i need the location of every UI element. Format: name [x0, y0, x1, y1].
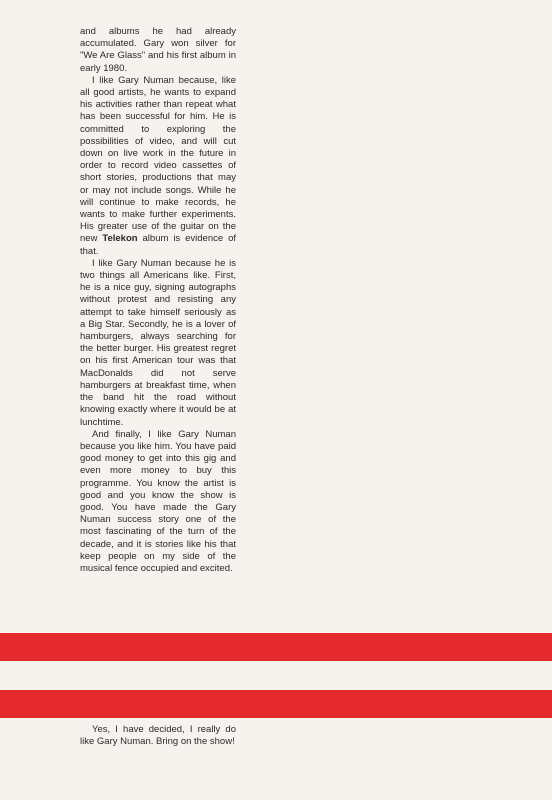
paragraph-2	[80, 75, 236, 258]
closing-paragraph: Yes, I have decided, I really do like Gary Numan. Bring on the show!	[80, 724, 236, 748]
red-stripe-bottom	[0, 690, 552, 718]
closing-section	[80, 724, 236, 748]
album-title-telekon: Telekon	[102, 233, 138, 245]
paragraph-1: and albums he had already accumulated. Gary won silver for "We Are Glass" and his first album in early 1980.	[80, 26, 236, 74]
paragraph-4: And finally, I like Gary Numan because you like him. You have paid good money to get into this gig and even more money to buy this programme. You know the artist is good and you know the show is good. You have made the Gary Numan success story one of the most fascinating of the turn of the decade, and it is stories like his that keep people on my side of the musical fence occupied and excited.	[80, 428, 236, 574]
paragraph-3: I like Gary Numan because he is two things all Americans like. First, he is a nice guy, signing autographs without protest and resisting any attempt to take himself seriously as a Big Star. Secondly, he is a lover of hamburgers, always searching for the better burger. His greatest regret on his first American tour was that MacDonalds did not serve hamburgers at breakfast time, when the band hit the road without knowing exactly where it would be at lunchtime.	[80, 257, 236, 428]
paragraph-2-text-b: album is evidence of that.	[80, 233, 236, 257]
red-stripe-top	[0, 633, 552, 661]
article-column	[80, 26, 236, 575]
paragraph-2-text-a: I like Gary Numan because, like all good artists, he wants to expand his activities rather than repeat what has been successful for him. He is committed to exploring the possibilities of video, and will cut down on live work in the future in order to record video cassettes of short stories, productions that may or may not include songs. While he will continue to make records, he wants to make further experiments. His greater use of the guitar on the new	[80, 74, 236, 245]
